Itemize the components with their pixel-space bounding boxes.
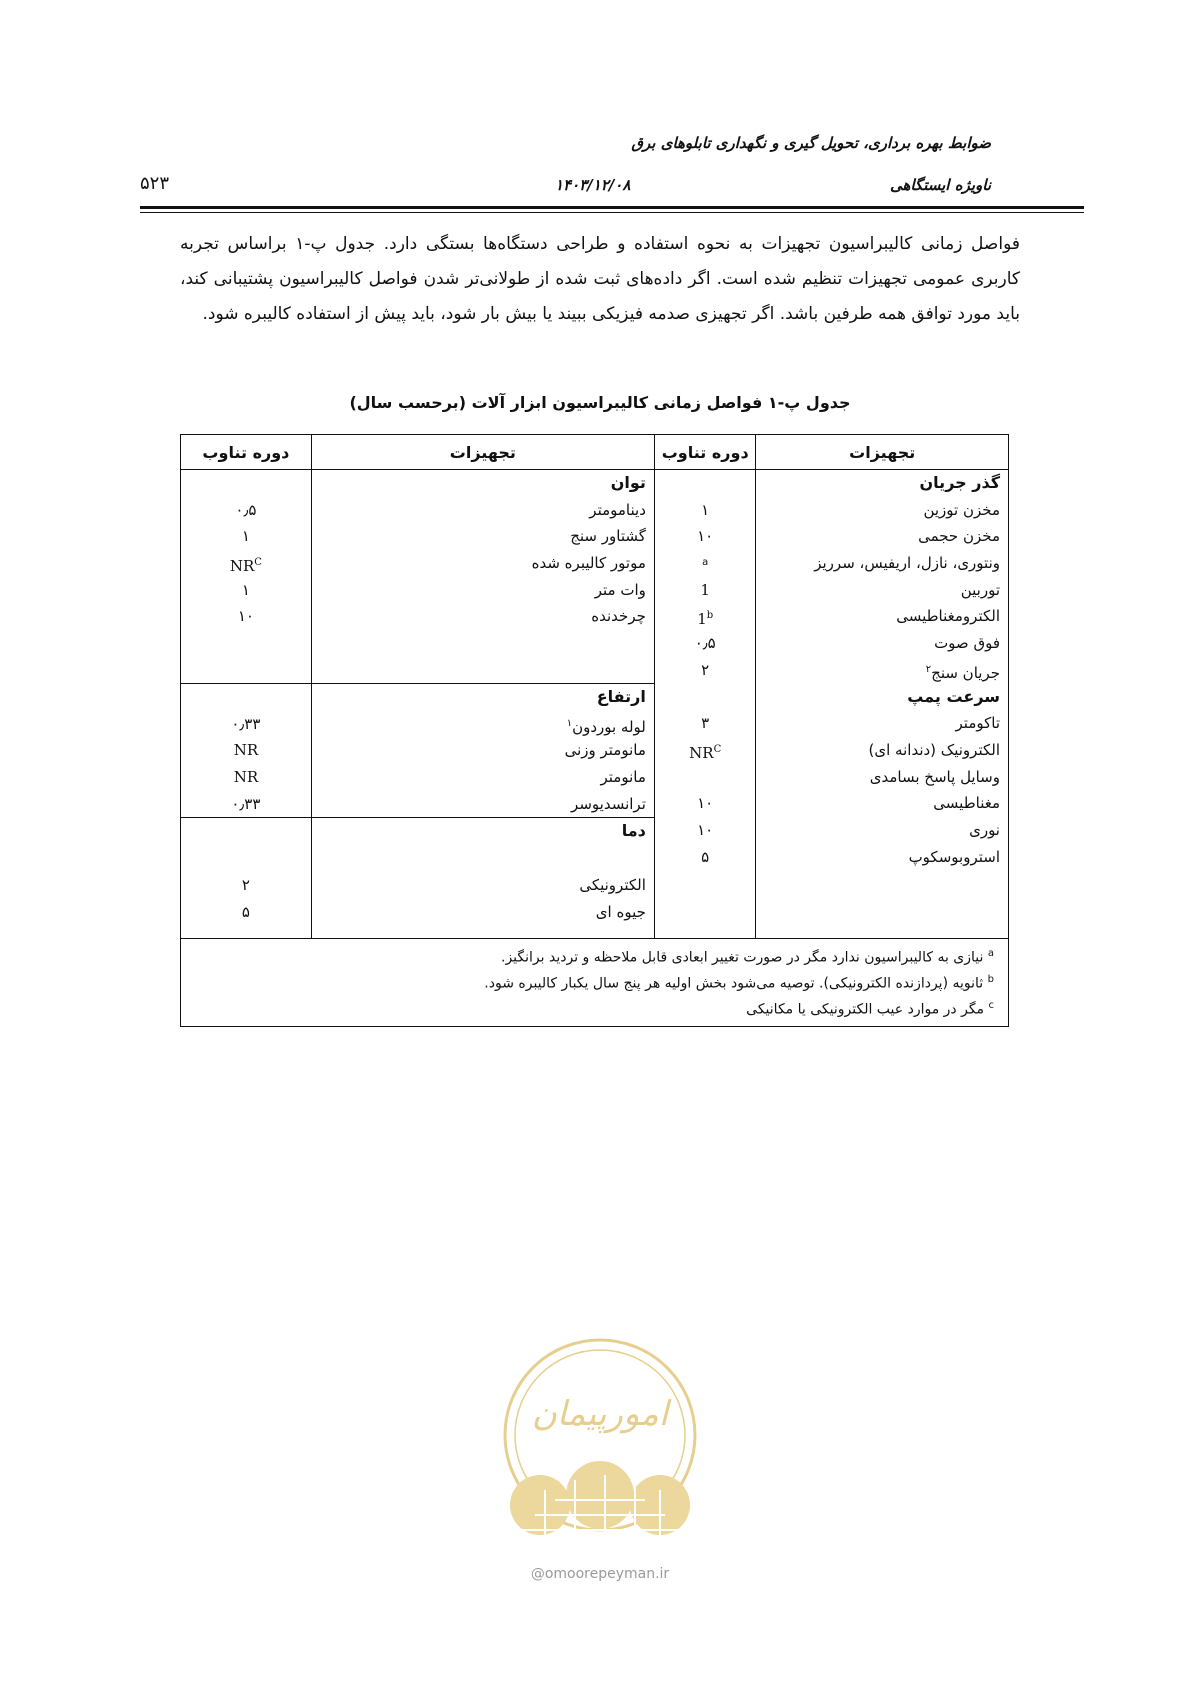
head-group <box>312 684 654 818</box>
bourdon-tube-label: لوله بوردون <box>572 717 646 736</box>
equipment-transducer: ترانسدیوسر <box>571 794 646 813</box>
equipment-gearbox: چرخدنده <box>591 607 646 626</box>
page-number: ۵۲۳ <box>140 173 170 194</box>
electronic-gear-value: NR <box>689 743 714 762</box>
table-body-row <box>181 470 1009 684</box>
value-tachometer: ۳ <box>701 714 710 733</box>
equipment-volumetric-tank: مخزن حجمی <box>918 527 1000 546</box>
category-head: ارتفاع <box>596 687 646 706</box>
equipment-frequency-devices: وسایل پاسخ بسامدی <box>869 767 1000 786</box>
flow-meter-footnote-mark: ۲ <box>925 663 932 675</box>
seal-script: امورپیمان <box>531 1394 669 1434</box>
equipment-electronic-thermometer: الکترونیکی <box>579 875 646 894</box>
note-b-text: ثانویه (پردازنده الکترونیکی). توصیه می‌شود بخش اولیه هر پنج سال یکبار کالیبره شود. <box>484 975 984 992</box>
table-body-row <box>181 684 1009 939</box>
header-equipment-right: تجهیزات <box>756 435 1009 470</box>
equipment-venturi-nozzle: ونتوری، نازل، اریفیس، سرریز <box>814 554 1000 573</box>
value-turbine: 1 <box>700 580 710 599</box>
value-manometer: NR <box>233 768 259 787</box>
equipment-electromagnetic: الکترومغناطیسی <box>896 607 1000 626</box>
value-gearbox: ۱۰ <box>237 607 254 626</box>
equipment-wattmeter: وات متر <box>594 580 646 599</box>
electromagnetic-footnote-mark: b <box>706 610 714 622</box>
value-dynamometer: ۰٫۵ <box>235 500 257 519</box>
note-a-mark: a <box>987 948 994 960</box>
note-c-text: مگر در موارد عیب الکترونیکی یا مکانیکی <box>746 1001 985 1018</box>
temperature-group <box>312 818 654 938</box>
value-optical: ۱۰ <box>697 820 714 839</box>
gear-left-icon <box>510 1475 570 1535</box>
left-equipment-column-2 <box>311 684 654 939</box>
right-interval-column <box>654 470 756 684</box>
header-equipment-left: تجهیزات <box>311 435 654 470</box>
right-equipment-column-2 <box>756 684 1009 939</box>
value-ultrasonic: ۰٫۵ <box>694 634 716 653</box>
value-venturi-nozzle <box>655 550 756 577</box>
value-volumetric-tank: ۱۰ <box>697 527 714 546</box>
table-notes <box>181 939 1009 1027</box>
gear-center-icon <box>566 1461 634 1529</box>
value-bourdon-tube: ۰٫۳۳ <box>231 714 261 733</box>
equipment-manometer: مانومتر <box>600 768 646 787</box>
category-flow: گذر جریان <box>919 473 1000 492</box>
body-paragraph: فواصل زمانی کالیبراسیون تجهیزات به نحوه استفاده و طراحی دستگاه‌ها بستگی دارد. جدول پ-۱ براساس تجربه کاربری عمومی تجهیزات تنظیم شده است. اگر داده‌های ثبت شده از طولانی‌تر شدن فواصل کالیبراسیون پشتیبانی کند، باید مورد توافق همه طرفین باشد. اگر تجهیزی صدمه فیزیکی ببیند یا بیش بار شود، باید پیش از استفاده کالیبره شود. <box>180 234 1020 324</box>
equipment-stroboscope: استروبوسکوپ <box>908 847 1000 866</box>
header-interval-left: دوره تناوب <box>181 435 312 470</box>
value-magnetic: ۱۰ <box>697 794 714 813</box>
equipment-bourdon-tube <box>312 711 654 738</box>
table-caption: جدول پ-۱ فواصل زمانی کالیبراسیون ابزار آلات (برحسب سال) <box>349 393 851 412</box>
right-interval-column-2 <box>654 684 756 939</box>
value-wattmeter: ۱ <box>241 580 250 599</box>
watermark-seal-logo <box>495 1330 705 1560</box>
category-power: توان <box>610 473 646 492</box>
value-weighing-tank: ۱ <box>701 500 710 519</box>
table-header-row <box>181 435 1009 470</box>
calibrated-motor-footnote-mark: C <box>254 557 262 569</box>
calibration-table <box>180 434 1009 1027</box>
table-notes-row <box>181 939 1009 1027</box>
bourdon-footnote-mark: ۱ <box>566 717 573 729</box>
equipment-magnetic: مغناطیسی <box>933 794 1000 813</box>
category-temperature: دما <box>621 821 646 841</box>
equipment-dynamometer: دینامومتر <box>589 500 646 519</box>
calibrated-motor-value: NR <box>229 557 255 576</box>
value-deadweight-manometer: NR <box>233 741 259 760</box>
flow-meter-label: جریان سنج <box>931 663 1000 682</box>
category-pump-speed: سرعت پمپ <box>907 686 1000 706</box>
venturi-footnote-mark: a <box>702 557 709 569</box>
equipment-calibrated-motor: موتور کالیبره شده <box>531 554 646 573</box>
value-torque-meter: ۱ <box>241 527 250 546</box>
document-title: ضوابط بهره برداری، تحویل گیری و نگهداری تابلوهای برق <box>631 134 991 152</box>
left-equipment-column <box>311 470 654 684</box>
value-transducer: ۰٫۳۳ <box>231 794 261 813</box>
right-equipment-column <box>756 470 1009 684</box>
value-electronic-gear <box>655 737 756 764</box>
value-flow-meter: ۲ <box>701 660 710 679</box>
note-c <box>195 995 994 1021</box>
note-c-mark: c <box>988 999 994 1011</box>
value-electronic-thermometer: ۲ <box>241 875 250 894</box>
equipment-weighing-tank: مخزن توزین <box>923 500 1000 519</box>
note-a <box>195 943 994 969</box>
note-a-text: نیازی به کالیبراسیون ندارد مگر در صورت تغییر ابعادی قابل ملاحظه و تردید برانگیز. <box>501 949 984 966</box>
note-b-mark: b <box>987 973 994 985</box>
value-mercury-thermometer: ۵ <box>241 902 250 921</box>
equipment-mercury-thermometer: جیوه ای <box>595 902 646 921</box>
left-interval-column-2 <box>181 684 312 939</box>
equipment-torque-meter: گشتاور سنج <box>570 527 646 546</box>
document-date: ۱۴۰۳/۱۲/۰۸ <box>555 176 631 194</box>
watermark-url: @omoorepeyman.ir <box>530 1566 670 1582</box>
equipment-turbine: توربین <box>960 580 1000 599</box>
equipment-flow-meter <box>756 657 1008 684</box>
header-rule-thick <box>140 206 1084 209</box>
value-stroboscope: ۵ <box>701 847 710 866</box>
equipment-ultrasonic: فوق صوت <box>934 634 1000 653</box>
equipment-tachometer: تاکومتر <box>955 714 1000 733</box>
document-subtitle: ناویژه ایستگاهی <box>889 176 991 194</box>
equipment-optical: نوری <box>969 820 1000 839</box>
electronic-gear-footnote-mark: C <box>713 743 722 755</box>
value-electromagnetic <box>655 603 756 630</box>
left-interval-column <box>181 470 312 684</box>
note-b <box>195 969 994 995</box>
header-interval-right: دوره تناوب <box>654 435 756 470</box>
equipment-deadweight-manometer: مانومتر وزنی <box>564 741 646 760</box>
header-rule-thin <box>140 212 1084 213</box>
value-calibrated-motor <box>181 550 311 577</box>
electromagnetic-value: 1 <box>697 610 707 629</box>
equipment-electronic-gear: الکترونیک (دندانه ای) <box>868 740 1000 759</box>
